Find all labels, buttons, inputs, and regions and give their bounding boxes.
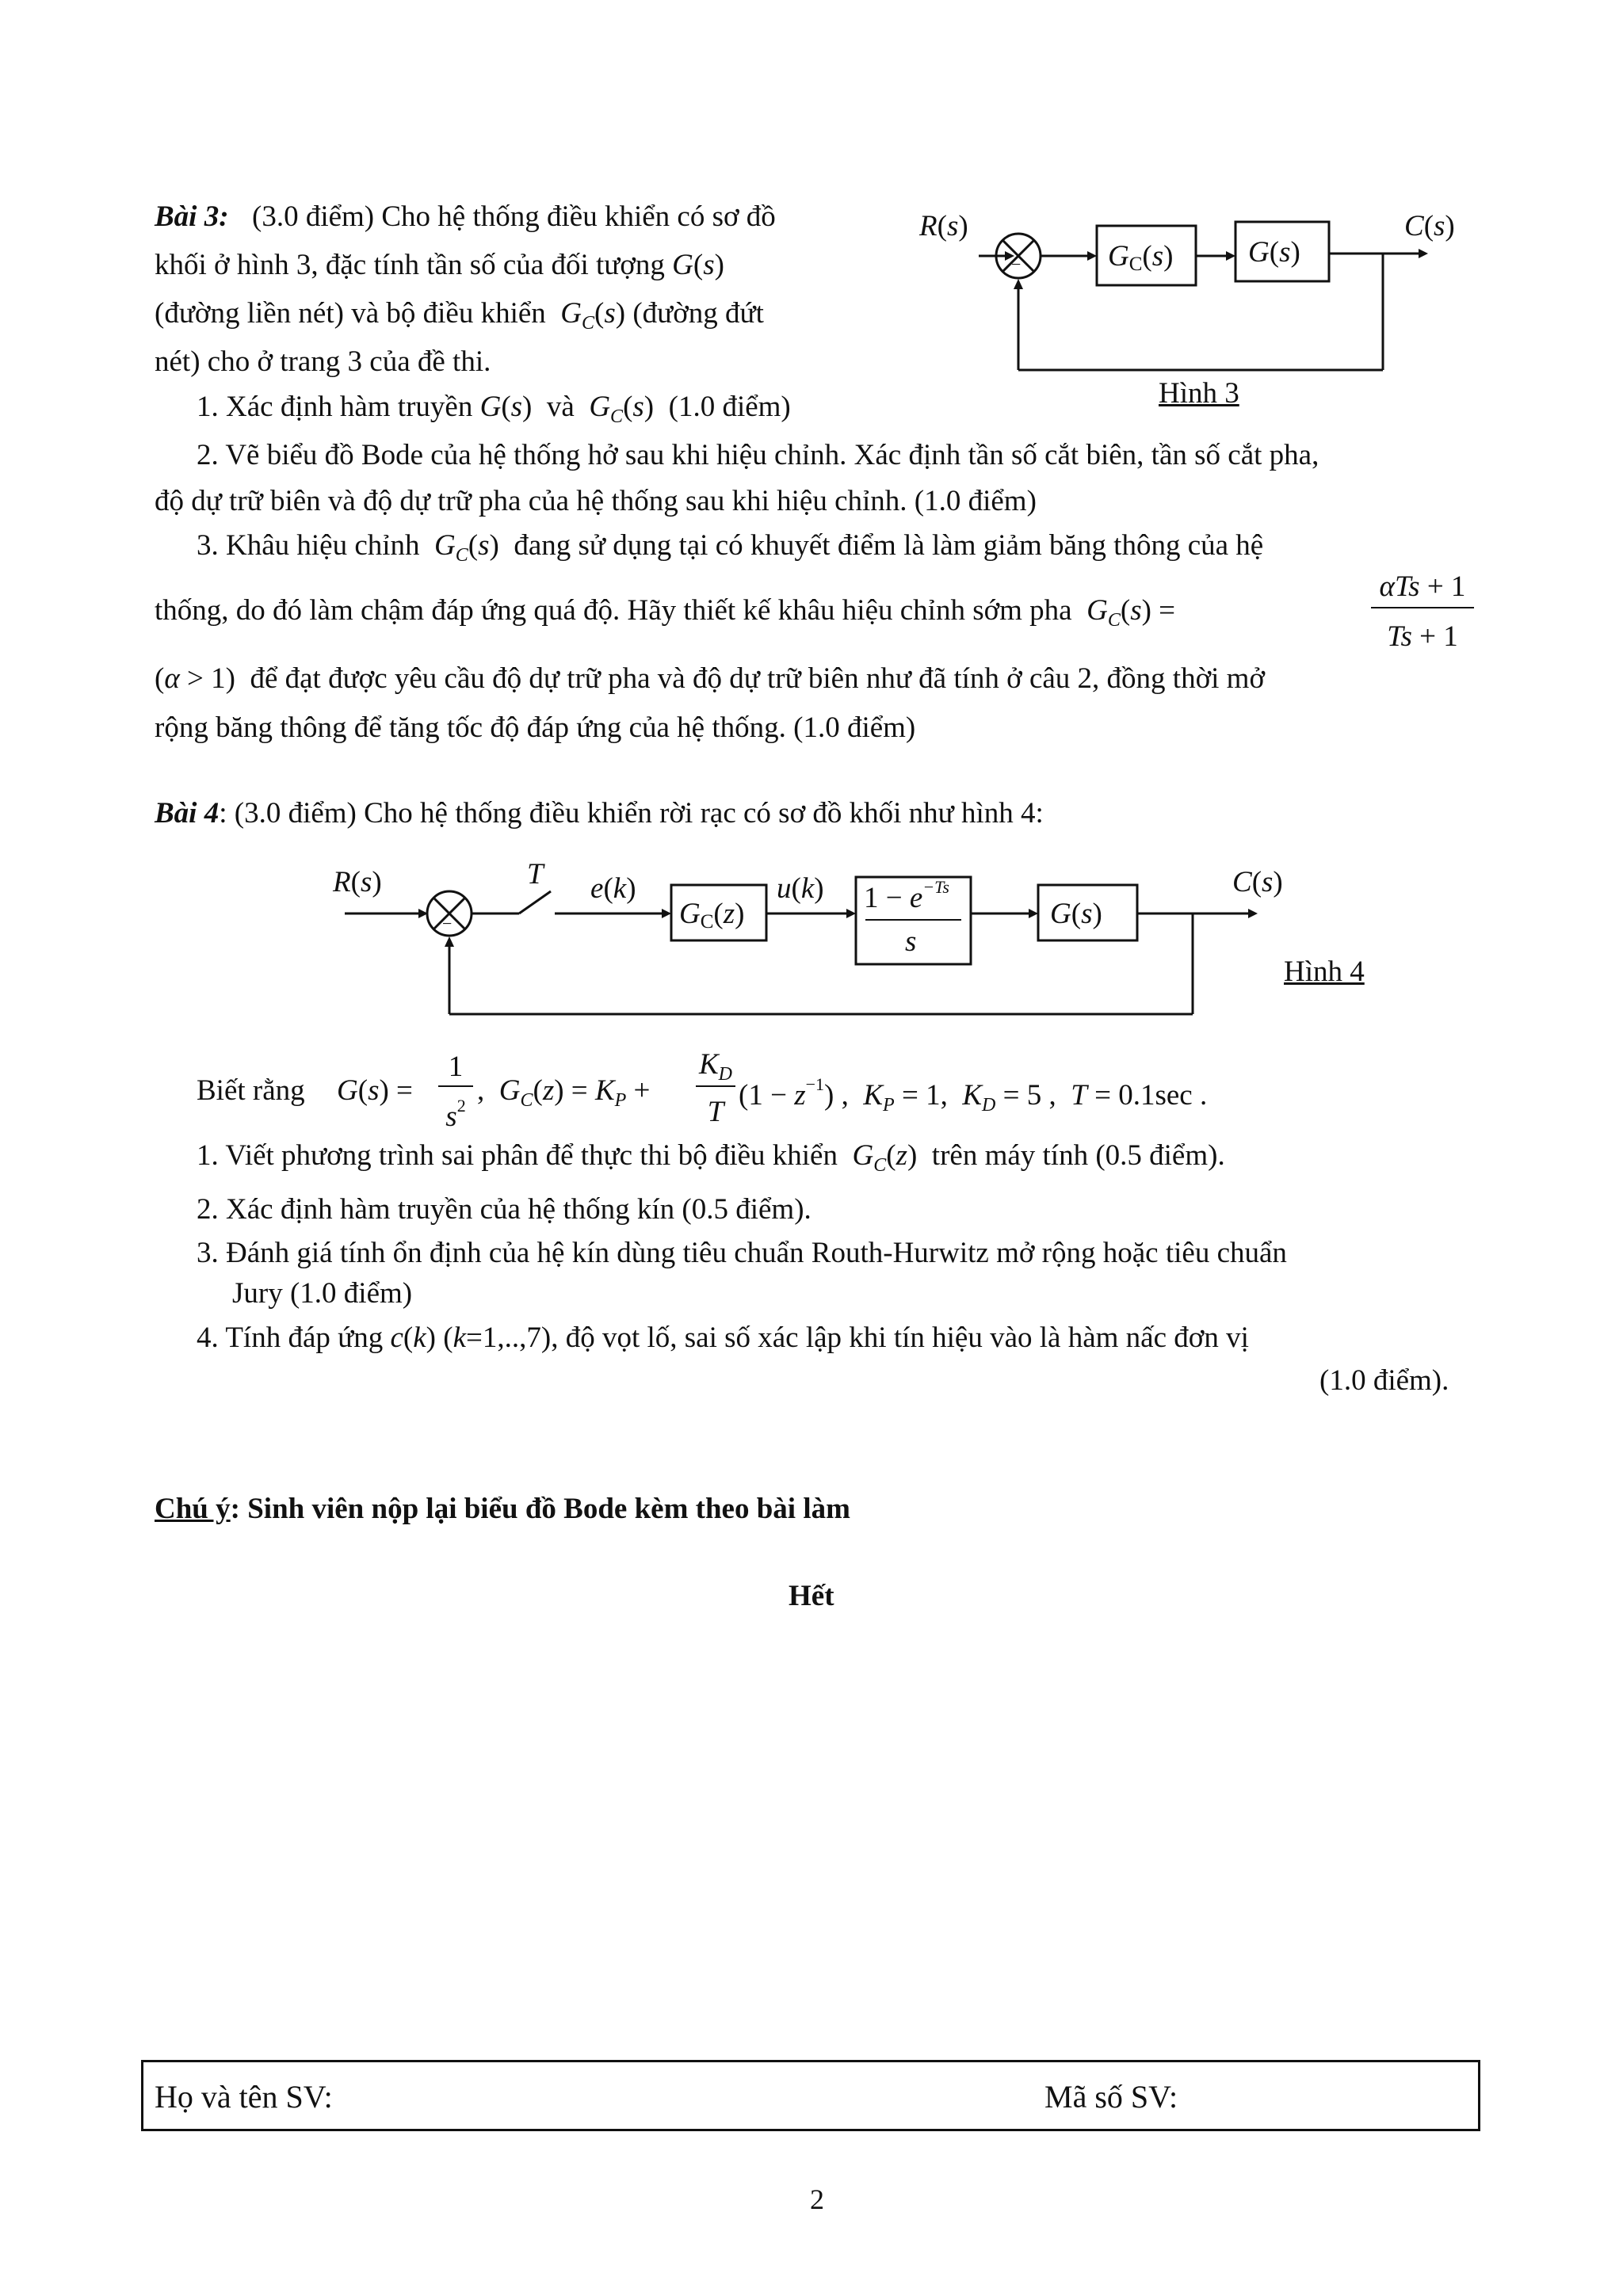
- lead-denominator: Ts + 1: [1387, 620, 1458, 653]
- svg-text:−: −: [442, 913, 453, 933]
- lead-fraction-bar: [1371, 607, 1474, 608]
- note-label: Chú ý: [155, 1493, 231, 1525]
- g-denominator: $s^2$: [445, 1096, 466, 1133]
- page-number: 2: [810, 2183, 824, 2215]
- svg-text:−: −: [1011, 254, 1022, 274]
- kd-denominator: T: [707, 1096, 724, 1128]
- gc-symbol: $G_C(s)$: [560, 297, 626, 334]
- svg-text:GC(z): GC(z): [679, 898, 745, 933]
- fig4-input-label: R(s): [333, 866, 382, 898]
- lead-numerator: αTs + 1: [1379, 570, 1466, 603]
- bai4-item-3-line2: Jury (1.0 điểm): [232, 1277, 413, 1310]
- fig3-input-label: R(s): [919, 210, 968, 242]
- bai3-intro-line4: nét) cho ở trang 3 của đề thi.: [155, 345, 491, 378]
- bai4-item-4: 4. Tính đáp ứng c(k) (k=1,..,7), độ vọt lố, sai số xác lập khi tín hiệu vào là hàm nấc đơn vị: [197, 1322, 1249, 1354]
- bai3-intro-line2: khối ở hình 3, đặc tính tần số của đối tượng G(s): [155, 249, 724, 281]
- fig4-output-label: C(s): [1232, 866, 1283, 898]
- bai4-item-3-line1: 3. Đánh giá tính ổn định của hệ kín dùng tiêu chuẩn Routh-Hurwitz mở rộng hoặc tiêu chuẩn: [197, 1237, 1287, 1269]
- bai3-intro-line1: (3.0 điểm) Cho hệ thống điều khiển có sơ đồ: [252, 200, 776, 233]
- bai4-item-1: 1. Viết phương trình sai phân để thực thi bộ điều khiển $G_C(z)$ trên máy tính (0.5 điểm).: [197, 1139, 1225, 1176]
- bai4-g-def: G(s) =: [337, 1074, 413, 1107]
- bai3-question3-line3: (α > 1) để đạt được yêu cầu độ dự trữ pha và độ dự trữ biên như đã tính ở câu 2, đồng thời mở: [155, 662, 1266, 695]
- figure-3-caption: Hình 3: [1159, 377, 1239, 410]
- svg-text:T: T: [527, 860, 544, 891]
- student-id-label: Mã số SV:: [1044, 2079, 1178, 2115]
- bai3-heading: Bài 3:: [155, 200, 229, 233]
- kd-numerator: $K_D$: [698, 1048, 733, 1085]
- bai4-params: $(1 - z^{-1})$ , $K_P = 1$, $K_D = 5$ , T = 0.1sec .: [739, 1074, 1208, 1116]
- fig3-output-label: C(s): [1404, 210, 1455, 242]
- svg-text:G(s): G(s): [1248, 236, 1300, 269]
- student-info-box: [141, 2060, 1480, 2131]
- g-numerator: 1: [448, 1051, 464, 1083]
- sampler-switch: [472, 860, 551, 913]
- gs-symbol: G(s): [672, 249, 724, 281]
- svg-text:s: s: [905, 925, 917, 958]
- figure-4-caption: Hình 4: [1284, 955, 1365, 988]
- bai3-question3-line1: 3. Khâu hiệu chỉnh $G_C(s)$ đang sử dụng tại có khuyết điểm là làm giảm băng thông của hệ: [197, 529, 1264, 566]
- figure-4-block-diagram: [325, 860, 1403, 1030]
- g-fraction-bar: [438, 1085, 473, 1087]
- svg-text:GC(s): GC(s): [1108, 240, 1174, 275]
- student-name-label: Họ và tên SV:: [155, 2079, 333, 2115]
- bai4-intro: Bài 4: (3.0 điểm) Cho hệ thống điều khiển rời rạc có sơ đồ khối như hình 4:: [155, 797, 1044, 830]
- bai4-item-2: 2. Xác định hàm truyền của hệ thống kín (0.5 điểm).: [197, 1193, 812, 1226]
- end-text: Hết: [789, 1580, 834, 1612]
- bai3-question3-line2: thống, do đó làm chậm đáp ứng quá độ. Hãy thiết kế khâu hiệu chỉnh sớm pha $G_C(s)$ =: [155, 594, 1176, 631]
- bai3-question3-line4: rộng băng thông để tăng tốc độ đáp ứng của hệ thống. (1.0 điểm): [155, 711, 916, 744]
- svg-text:1 − e−Ts: $1 - e^{-Ts}$: [864, 877, 949, 914]
- svg-text:u(k): u(k): [777, 872, 824, 905]
- bai3-question2-line2: độ dự trữ biên và độ dự trữ pha của hệ thống sau khi hiệu chỉnh. (1.0 điểm): [155, 485, 1037, 517]
- kd-fraction-bar: [696, 1085, 735, 1087]
- svg-text:e(k): e(k): [590, 872, 636, 905]
- bai4-gc-def: , $G_C(z) = K_P$ +: [477, 1074, 651, 1111]
- svg-text:G(s): G(s): [1050, 898, 1102, 930]
- bai3-question2-line1: 2. Vẽ biểu đồ Bode của hệ thống hở sau khi hiệu chỉnh. Xác định tần số cắt biên, tần số cắt pha,: [197, 439, 1319, 471]
- note: Chú ý: Sinh viên nộp lại biểu đồ Bode kèm theo bài làm: [155, 1493, 850, 1525]
- bai3-question1: 1. Xác định hàm truyền G(s) và $G_C(s)$ (1.0 điểm): [197, 391, 791, 427]
- bai4-heading: Bài 4: [155, 797, 220, 830]
- bai3-intro-line3: (đường liền nét) và bộ điều khiển $G_C(s)$ (đường đứt: [155, 297, 764, 334]
- bai4-given-prefix: Biết rằng: [197, 1074, 305, 1107]
- bai4-item-4-points: (1.0 điểm).: [1319, 1364, 1449, 1397]
